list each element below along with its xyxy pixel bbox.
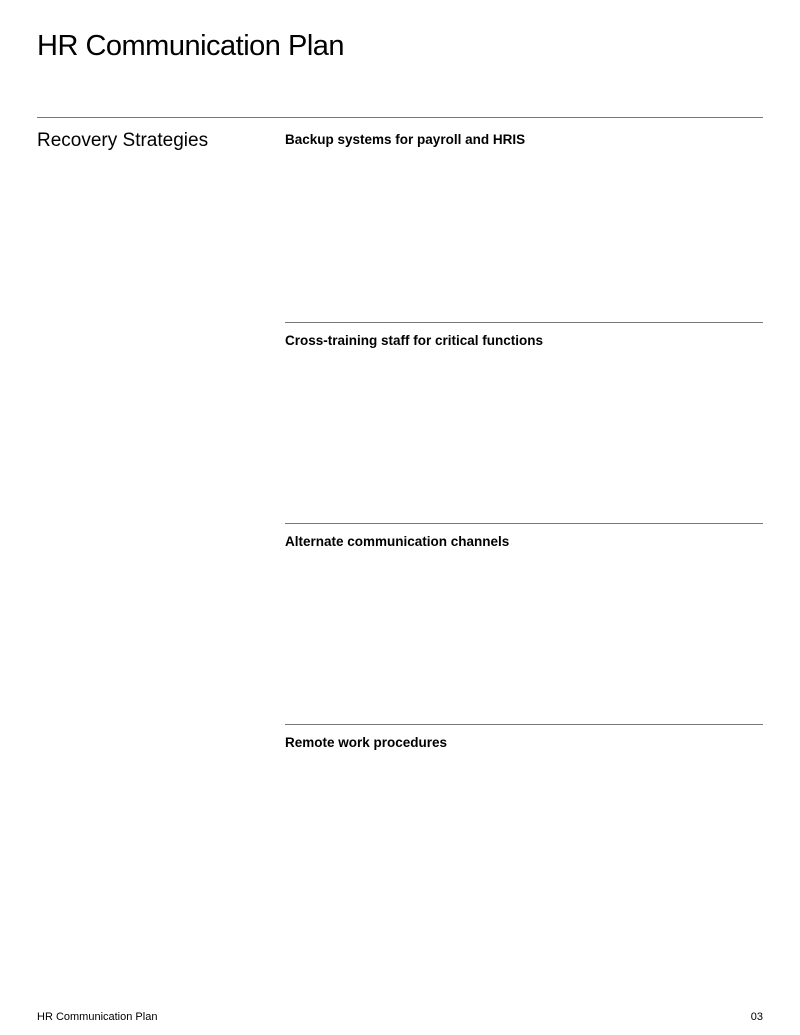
divider (37, 117, 763, 118)
divider (285, 322, 763, 323)
list-item: Backup systems for payroll and HRIS (285, 132, 526, 147)
page-number: 03 (750, 1011, 763, 1023)
list-item: Remote work procedures (285, 735, 448, 750)
list-item: Cross-training staff for critical functions (285, 333, 544, 348)
footer-title: HR Communication Plan (37, 1011, 158, 1023)
list-item: Alternate communication channels (285, 534, 510, 549)
divider (285, 724, 763, 725)
section-heading: Recovery Strategies (37, 130, 209, 151)
divider (285, 523, 763, 524)
page-title: HR Communication Plan (37, 30, 345, 62)
